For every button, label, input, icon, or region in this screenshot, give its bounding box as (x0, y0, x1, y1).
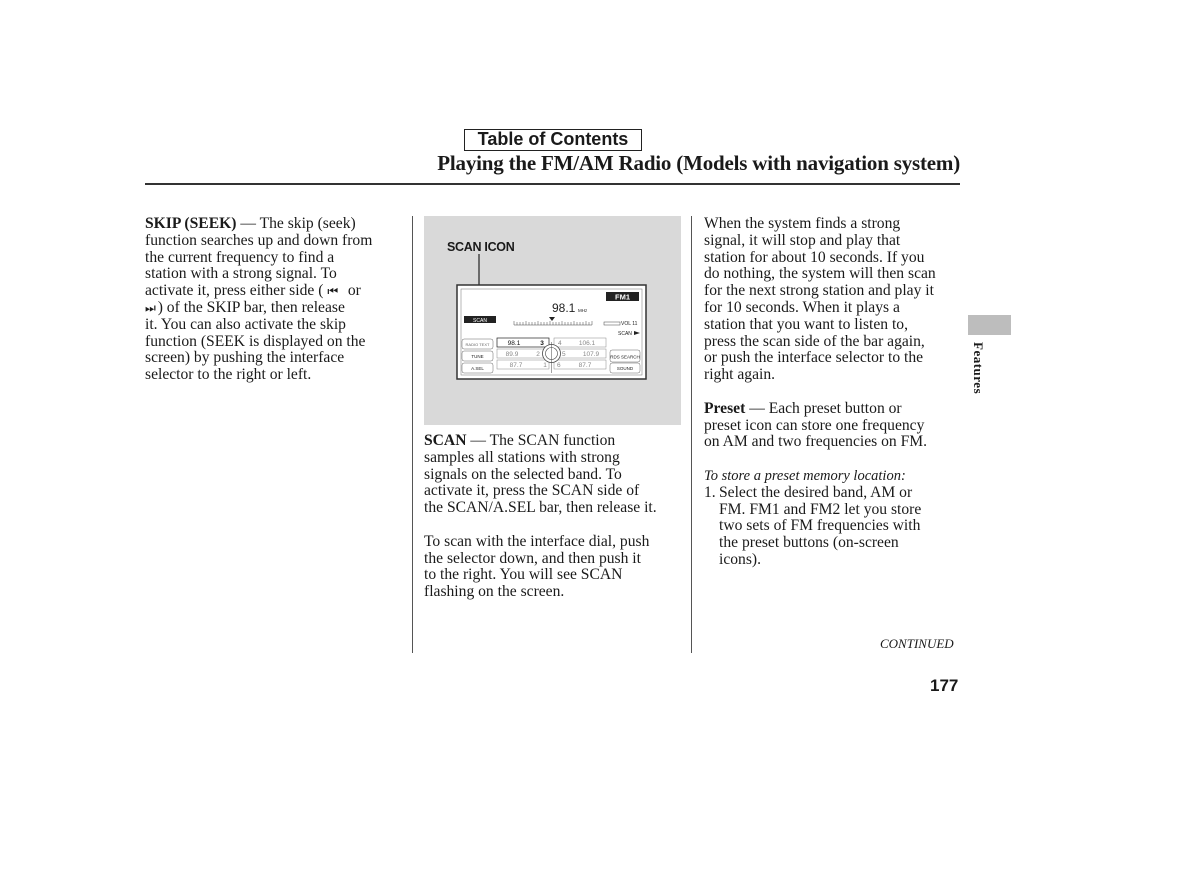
text-line: The skip (seek) (259, 215, 356, 232)
text-line: station that you want to listen to, (704, 315, 908, 333)
text-line: or push the interface selector to the (704, 349, 924, 367)
skip-heading: SKIP (SEEK) (145, 215, 237, 232)
preset-value: 107.9 (582, 351, 600, 358)
text-line: function (SEEK is displayed on the (145, 332, 366, 350)
text-line: for 10 seconds. When it plays a (704, 298, 900, 316)
text-line: it. You can also activate the skip (145, 315, 346, 333)
scan-tag-text: SCAN (473, 318, 487, 324)
scan-heading: SCAN (424, 432, 467, 449)
rds-search-label: RDS SEARCH (610, 354, 640, 360)
preset-value: 106.1 (578, 340, 596, 347)
page-title: Playing the FM/AM Radio (Models with navigation system) (437, 151, 960, 175)
scan-icon-label: SCAN ICON (447, 240, 515, 254)
preset-heading: Preset (704, 399, 746, 417)
text-line: ) of the SKIP bar, then release (157, 298, 345, 316)
preset-number: 3 (540, 340, 544, 347)
table-of-contents-button[interactable]: Table of Contents (464, 129, 642, 151)
skip-back-icon: ⏮ (327, 284, 337, 299)
step-1-text (719, 485, 921, 569)
store-preset-heading: To store a preset memory location: (704, 467, 906, 484)
frequency-readout: 98.1 (552, 301, 576, 315)
dial-paragraph (424, 534, 686, 601)
skip-forward-icon: ⏭ (145, 300, 154, 315)
text-line: two sets of FM frequencies with (719, 517, 921, 535)
text-line: for the next strong station and play it (704, 282, 934, 300)
dash: — (240, 215, 256, 232)
preset-number: 6 (557, 362, 561, 369)
scan-button-label: SCAN (618, 331, 632, 337)
preset-paragraph (704, 401, 966, 451)
text-line: station for about 10 seconds. If you (704, 248, 925, 266)
text-line: signal, it will stop and play that (704, 231, 901, 249)
column-scan (424, 433, 686, 601)
sound-label: SOUND (616, 366, 634, 371)
skip-paragraph (145, 216, 403, 384)
step-number: 1. (704, 483, 716, 501)
frequency-unit: MHz (578, 308, 588, 313)
text-line: Select the desired band, AM or (719, 483, 913, 501)
text-line: samples all stations with strong (424, 448, 620, 466)
text-line: signals on the selected band. To (424, 465, 622, 483)
text-line: station with a strong signal. To (145, 265, 337, 283)
dash: — (470, 432, 486, 449)
text-line: To scan with the interface dial, push (424, 532, 650, 550)
preset-value: 87.7 (509, 362, 523, 369)
radio-text-label: RADIO TEXT (465, 342, 490, 347)
preset-number: 2 (536, 351, 540, 358)
text-line: the current frequency to find a (145, 248, 335, 266)
step-1 (704, 485, 966, 569)
text-line: press the scan side of the bar again, (704, 332, 925, 350)
text-line: When the system finds a strong (704, 215, 901, 232)
text-line: on AM and two frequencies on FM. (704, 433, 928, 451)
dash: — (749, 399, 765, 417)
text-line: the preset buttons (on-screen (719, 534, 899, 552)
text-line: right again. (704, 366, 776, 384)
text-line: activate it, press either side ( (145, 282, 324, 300)
preset-value: 98.1 (507, 340, 521, 347)
tune-label: TUNE (471, 354, 484, 359)
text-line: to the right. You will see SCAN (424, 566, 623, 584)
preset-value: 89.9 (505, 351, 519, 358)
text-line: flashing on the screen. (424, 583, 565, 601)
text-line: Each preset button or (768, 399, 902, 417)
scan-result-paragraph (704, 216, 966, 384)
radio-display-illustration (424, 216, 681, 425)
volume-label: VOL 11 (621, 321, 638, 327)
text-line: screen) by pushing the interface (145, 349, 345, 367)
asel-label: A.SEL (471, 366, 484, 371)
text-line: do nothing, the system will then scan (704, 265, 936, 283)
band-label: FM1 (615, 292, 630, 302)
section-tab (968, 315, 1011, 335)
preset-number: 1 (543, 362, 547, 369)
text-line: activate it, press the SCAN side of (424, 482, 640, 500)
preset-number: 5 (562, 351, 566, 358)
title-divider (145, 183, 960, 185)
continued-label: CONTINUED (880, 636, 954, 651)
text-line: preset icon can store one frequency (704, 416, 925, 434)
column-preset (704, 216, 966, 569)
preset-value: 87.7 (578, 362, 592, 369)
text-line: FM. FM1 and FM2 let you store (719, 500, 922, 518)
text-line: function searches up and down from (145, 231, 373, 249)
radio-screen-figure (424, 216, 681, 425)
text-line: icons). (719, 550, 762, 568)
page-number: 177 (930, 676, 959, 695)
column-divider (691, 216, 692, 653)
section-label: Features (971, 342, 986, 395)
column-divider (412, 216, 413, 653)
preset-number: 4 (558, 340, 562, 347)
text-line: selector to the right or left. (145, 366, 312, 384)
text-line: the selector down, and then push it (424, 549, 641, 567)
text-line: the SCAN/A.SEL bar, then release it. (424, 499, 657, 517)
text-line: The SCAN function (489, 432, 616, 449)
text-line: or (347, 282, 361, 300)
column-skip-seek (145, 216, 403, 384)
scan-paragraph (424, 433, 686, 517)
